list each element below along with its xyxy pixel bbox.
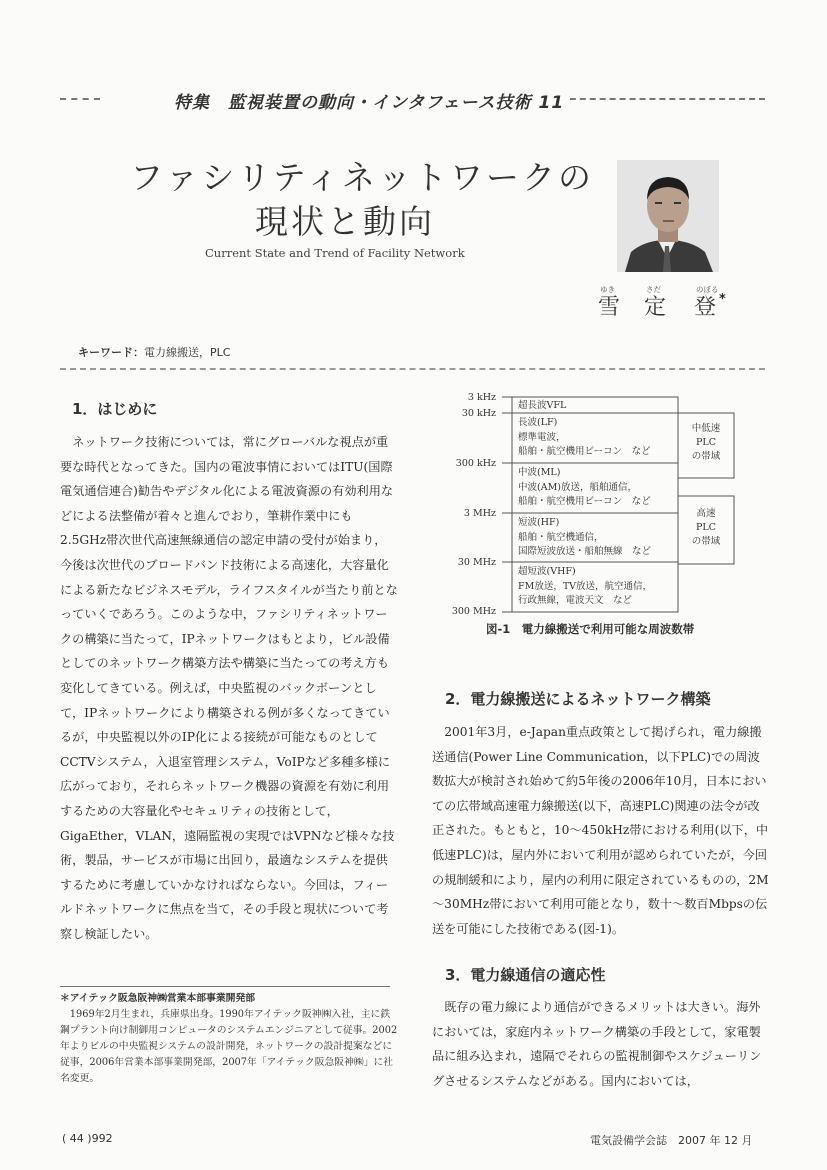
- band-vhf-line-2: FM放送，TV放送，航空通信，: [518, 580, 653, 592]
- band-mf-line-2: 中波(AM)放送，船舶通信，: [518, 481, 638, 493]
- header-separator: [60, 368, 765, 370]
- plc-low-line-3: の帯域: [691, 451, 721, 462]
- keywords-value: 電力線搬送，PLC: [144, 346, 231, 359]
- band-mf-line-1: 中波(ML): [518, 467, 561, 478]
- plc-low-line-2: PLC: [696, 437, 716, 448]
- section-3-heading: 3．電力線通信の適応性: [445, 966, 606, 984]
- band-hf-line-1: 短波(HF): [518, 517, 560, 528]
- english-title: Current State and Trend of Facility Network: [205, 246, 465, 260]
- freq-label-30khz: 30 kHz: [461, 408, 496, 419]
- section-1-paragraph: ネットワーク技術については，常にグローバルな視点が重要な時代となってきた。国内の電波事情においてはITU(国際電気通信連合)勧告やデジタル化による電波資源の有効利用などによる法整備が着々と進んでおり，筆耕作業中にも2.5GHz帯次世代高速無線通信の認定申請の受付が始まり，今後は次世代のブロードバンド技術による高速化，大容量化による新たなビジネスモデル，ライフスタイルが当たり前となっていくであろう。このような中，ファシリティネットワークの構築に当たって，IPネットワークはもとより，ビル設備としてのネットワーク構築方法や構築に当たっての考え方も変化してきている。例えば，中央監視のバックボーンとして，IPネットワークにより構築される例が多くなってきているが，中央監視以外のIP化による接続が可能なものとしてCCTVシステム，入退室管理システム，VoIPなど多種多様に広がっており，それらネットワーク機器の資源を有効に利用するための大容量化やセキュリティの技術として，GigaEther，VLAN，遠隔監視の実現ではVPNなど様々な技術，製品，サービスが市場に出回り，最適なシステムを提供するために考慮していかなければならない。今回は，フィールドネットワークに焦点を当て，その手段と現状について考察し検証したい。: [60, 435, 398, 941]
- author-name-char-3: 登: [694, 295, 717, 320]
- figure-1-caption: 図-1 電力線搬送で利用可能な周波数帯: [486, 622, 695, 636]
- band-mf: [518, 466, 651, 510]
- band-vhf-line-3: 行政無線，電波天文 など: [518, 595, 633, 606]
- section-2-heading: 2．電力線搬送によるネットワーク構築: [445, 690, 711, 708]
- plc-high-line-2: PLC: [696, 522, 716, 533]
- author-footnote-mark: *: [719, 292, 726, 307]
- author-ruby-1: ゆき: [600, 285, 615, 294]
- author-ruby-2: さだ: [646, 285, 661, 294]
- freq-label-3mhz: 3 MHz: [463, 508, 496, 519]
- keywords: [78, 344, 230, 360]
- section-1-heading: 1．はじめに: [72, 400, 158, 418]
- band-hf-line-3: 国際短波放送・船舶無線 など: [518, 546, 652, 557]
- section-3-paragraph: 既存の電力線により通信ができるメリットは大きい。海外においては，家庭内ネットワーク構築の手段として，家電製品に組み込まれ，遠隔でそれらの監視制御やスケジューリングさせるシステムなどがある。国内においては，: [432, 1000, 762, 1088]
- page-number: ( 44 )992: [62, 1132, 113, 1145]
- plc-high-speed-label: [678, 507, 734, 549]
- band-vlf-line-1: 超長波VFL: [518, 400, 567, 411]
- series-header: [60, 88, 765, 113]
- keywords-label: キーワード：: [78, 346, 144, 359]
- footnote-biography: 1969年2月生まれ，兵庫県出身。1990年アイテック阪神㈱入社，主に鉄鋼プラント向け制御用コンピュータのシステムエンジニアとして従事。2002年よりビルの中央監視システムの設計開発，ネットワークの設計提案などに従事，2006年営業本部事業開発部，2007年「アイテック阪急阪神㈱」に社名変更。: [60, 1009, 398, 1084]
- title-line-2: 現状と動向: [255, 202, 435, 241]
- series-header-text: 特集 監視装置の動向・インタフェース技術 11: [168, 88, 570, 113]
- plc-high-line-3: の帯域: [691, 536, 721, 547]
- band-lf-line-3: 船舶・航空機用ビーコン など: [518, 446, 651, 457]
- footnote-separator: [60, 986, 390, 987]
- plc-high-line-1: 高速: [696, 508, 716, 519]
- plc-low-line-1: 中低速: [691, 423, 721, 434]
- section-2-body: [432, 720, 770, 941]
- section-3-body: [432, 995, 770, 1093]
- band-lf-line-1: 長波(LF): [518, 417, 558, 428]
- band-vlf: [518, 399, 566, 412]
- author-ruby-3: のぼる: [696, 285, 719, 294]
- freq-label-300mhz: 300 MHz: [451, 606, 496, 617]
- band-mf-line-3: 船舶・航空機用ビーコン など: [518, 496, 651, 507]
- plc-low-speed-label: [678, 422, 734, 464]
- author-footnote: [60, 991, 398, 1087]
- band-hf: [518, 516, 651, 560]
- figure-1: [440, 392, 740, 618]
- freq-label-300khz: 300 kHz: [455, 458, 496, 469]
- section-1-body: [60, 430, 398, 946]
- author-name-char-2: 定: [644, 295, 667, 320]
- band-hf-line-2: 船舶・航空機通信，: [518, 531, 604, 543]
- author-name-char-1: 雪: [598, 295, 621, 320]
- freq-label-3khz: 3 kHz: [467, 392, 496, 403]
- author-photo: [617, 160, 719, 272]
- band-lf: [518, 416, 651, 460]
- band-vhf: [518, 565, 652, 609]
- section-2-paragraph: 2001年3月，e-Japan重点政策として掲げられ，電力線搬送通信(Power Line Communication，以下PLC)での周波数拡大が検討され始めて約5年後の2006年10月，日本においての広帯域高速電力線搬送(以下，高速PLC)関連の法令が改正された。もともと，10～450kHz帯における利用(以下，中低速PLC)は，屋内外において利用が認められていたが，今回の規制緩和により，屋内の利用に限定されているものの，2M～30MHz帯において利用可能となり，数十～数百Mbpsの伝送を可能にした技術である(図-1)。: [432, 725, 769, 936]
- band-vhf-line-1: 超短波(VHF): [518, 566, 576, 577]
- band-lf-line-2: 標準電波，: [518, 431, 566, 443]
- footnote-affiliation: ＊アイテック阪急阪神㈱営業本部事業開発部: [60, 993, 256, 1004]
- title-line-1: ファシリティネットワークの: [130, 158, 595, 197]
- journal-info: 電気設備学会誌 2007 年 12 月: [590, 1134, 753, 1147]
- freq-label-30mhz: 30 MHz: [457, 557, 496, 568]
